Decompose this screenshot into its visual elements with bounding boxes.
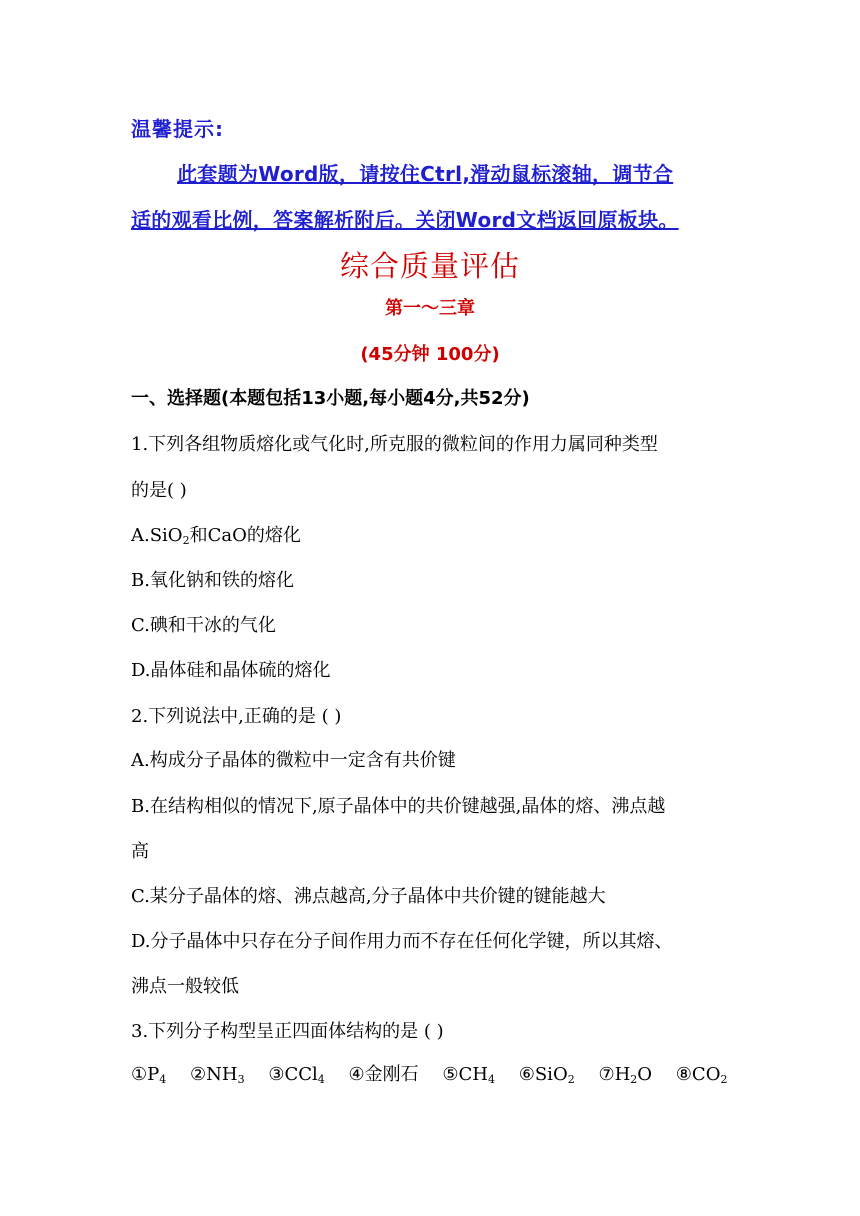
- question-1-line-1: 1.下列各组物质熔化或气化时,所克服的微粒间的作用力属同种类型: [131, 434, 658, 455]
- question-2-option-d-line-2: 沸点一般较低: [131, 976, 239, 997]
- tip-line-1[interactable]: 此套题为Word版，请按住Ctrl,滑动鼠标滚轴，调节合: [177, 162, 674, 186]
- choice-7: [598, 1064, 652, 1085]
- question-2-option-b-line-2: 高: [131, 841, 149, 862]
- choice-label: ③CCl: [268, 1064, 318, 1085]
- subscript: 2: [567, 1073, 575, 1086]
- question-2-stem: 2.下列说法中,正确的是 ( ): [131, 706, 342, 727]
- question-1-option-b: B.氧化钠和铁的熔化: [131, 570, 294, 591]
- choice-label: ①P: [131, 1064, 160, 1085]
- question-3-stem: 3.下列分子构型呈正四面体结构的是 ( ): [131, 1021, 444, 1042]
- page-title: 综合质量评估: [339, 249, 520, 283]
- subscript: 4: [317, 1073, 325, 1086]
- question-3-choices: [131, 1060, 745, 1086]
- option-a-rest: 和CaO的熔化: [189, 525, 301, 546]
- subscript: 4: [487, 1073, 495, 1086]
- question-1-line-2: 的是( ): [131, 480, 187, 501]
- subscript: 2: [182, 534, 190, 547]
- question-2-option-b-line-1: B.在结构相似的情况下,原子晶体中的共价键越强,晶体的熔、沸点越: [131, 796, 666, 817]
- subscript: 2: [720, 1073, 728, 1086]
- tip-line-2[interactable]: 适的观看比例，答案解析附后。关闭Word文档返回原板块。: [131, 208, 679, 232]
- option-a-text: A.SiO: [131, 525, 183, 546]
- subscript: 4: [159, 1073, 167, 1086]
- choice-label: ④金刚石: [348, 1064, 419, 1085]
- choice-label: ⑧CO: [675, 1064, 721, 1085]
- chapter-range: 第一～三章: [385, 298, 475, 319]
- choice-label: ⑦H: [598, 1064, 631, 1085]
- choice-1: [131, 1064, 166, 1085]
- question-1-option-c: C.碘和干冰的气化: [131, 615, 276, 636]
- question-2-option-a: A.构成分子晶体的微粒中一定含有共价键: [131, 750, 456, 771]
- choice-label: ②NH: [189, 1064, 238, 1085]
- choice-4: [349, 1064, 419, 1085]
- section-heading: 一、选择题(本题包括13小题,每小题4分,共52分): [131, 388, 530, 409]
- time-score: (45分钟 100分): [360, 344, 500, 365]
- subscript: 2: [630, 1073, 638, 1086]
- choice-label: ⑥SiO: [518, 1064, 568, 1085]
- question-1-option-a: [131, 521, 301, 547]
- choice-8: [676, 1064, 728, 1085]
- choice-5: [442, 1064, 495, 1085]
- choice-6: [519, 1064, 575, 1085]
- question-1-option-d: D.晶体硅和晶体硫的熔化: [131, 660, 331, 681]
- question-2-option-c: C.某分子晶体的熔、沸点越高,分子晶体中共价键的键能越大: [131, 886, 606, 907]
- choice-3: [268, 1064, 324, 1085]
- tip-heading: 温馨提示:: [131, 117, 224, 141]
- question-2-option-d-line-1: D.分子晶体中只存在分子间作用力而不存在任何化学键，所以其熔、: [131, 931, 673, 952]
- choice-2: [190, 1064, 245, 1085]
- choice-label: ⑤CH: [442, 1064, 488, 1085]
- choice-label-suffix: O: [637, 1064, 653, 1085]
- subscript: 3: [237, 1073, 245, 1086]
